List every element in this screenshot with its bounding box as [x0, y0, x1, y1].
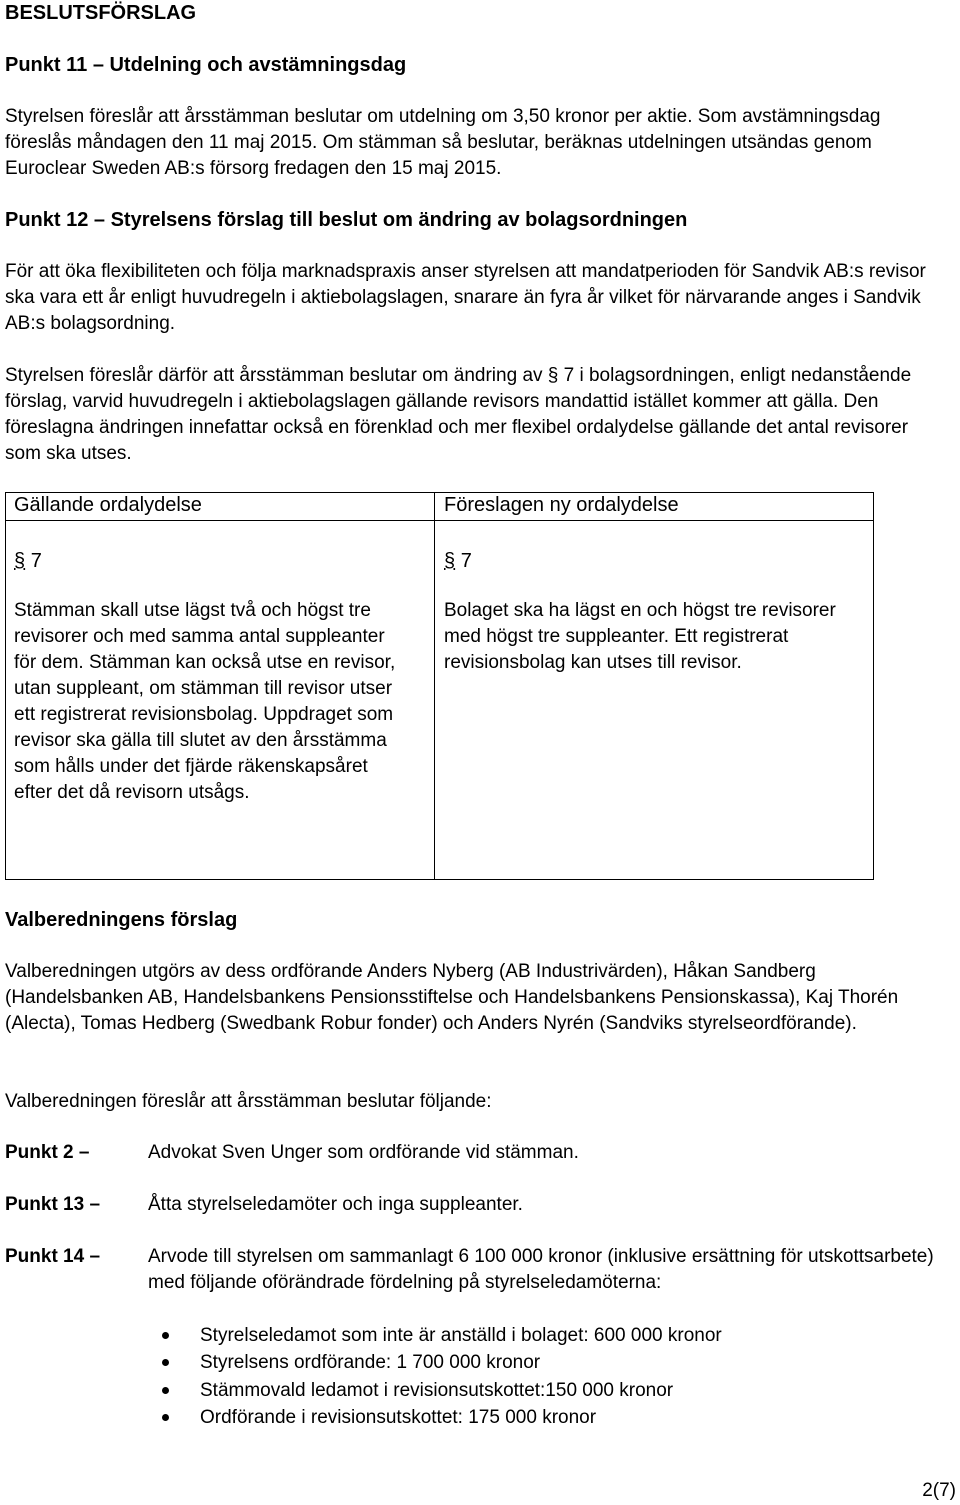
proposed-section-heading: § 7: [444, 550, 472, 572]
proposed-wording-text: Bolaget ska ha lägst en och högst tre revisorer med högst tre suppleanter. Ett registrerat revisionsbolag kan utses till revisor.: [444, 600, 836, 673]
document-title: BESLUTSFÖRSLAG: [5, 2, 197, 24]
proposal-text: Arvode till styrelsen om sammanlagt 6 100 000 kronor (inklusive ersättning för utskottsarbete) med följande oförändrade fördelning på styrelseledamöterna:: [148, 1246, 934, 1293]
bullet-icon: [162, 1387, 169, 1394]
bullet-icon: [162, 1359, 169, 1366]
p12-text-2: Styrelsen föreslår därför att årsstämman beslutar om ändring av § 7 i bolagsordningen, enligt nedanstående förslag, varvid huvudregeln i aktiebolagslagen gällande revisors mandattid istället kommer att gälla. Den föreslagna ändringen innefattar också en förenklad och mer flexibel ordalydelse gällande det antal revisorer som ska utses.: [5, 365, 912, 464]
bullet-icon: [162, 1332, 169, 1339]
p11-text: Styrelsen föreslår att årsstämman beslutar om utdelning om 3,50 kronor per aktie. Som avstämningsdag föreslås måndagen den 11 maj 2015. Om stämman så beslutar, beräknas utdelningen utsändas genom Euroclear Sweden AB:s försorg fredagen den 15 maj 2015.: [5, 106, 881, 179]
proposed-wording-header: Föreslagen ny ordalydelse: [444, 494, 679, 516]
page-number: 2(7): [922, 1480, 956, 1501]
fee-list-item: Styrelseledamot som inte är anställd i bolaget: 600 000 kronor: [148, 1322, 722, 1349]
p12-heading: Punkt 12 – Styrelsens förslag till beslut om ändring av bolagsordningen: [5, 209, 688, 231]
current-wording-header: Gällande ordalydelse: [14, 494, 202, 516]
valberedning-intro: Valberedningen föreslår att årsstämman beslutar följande:: [5, 1091, 492, 1112]
fee-list-item: Styrelsens ordförande: 1 700 000 kronor: [148, 1349, 722, 1376]
p11-heading: Punkt 11 – Utdelning och avstämningsdag: [5, 54, 407, 76]
fee-list: [148, 1322, 722, 1431]
valberedning-heading: Valberedningens förslag: [5, 909, 238, 931]
fee-list-item: Stämmovald ledamot i revisionsutskottet:150 000 kronor: [148, 1377, 722, 1404]
table-header-rule: [6, 520, 873, 521]
proposal-text: Advokat Sven Unger som ordförande vid stämman.: [148, 1142, 579, 1163]
fee-list-item: Ordförande i revisionsutskottet: 175 000 kronor: [148, 1404, 722, 1431]
valberedning-text: Valberedningen utgörs av dess ordförande Anders Nyberg (AB Industrivärden), Håkan Sandberg (Handelsbanken AB, Handelsbankens Pensionsstiftelse och Handelsbankens Pensionskassa), Kaj Thorén (Alecta), Tomas Hedberg (Swedbank Robur fonder) och Anders Nyrén (Sandviks styrelseordförande).: [5, 961, 899, 1034]
bullet-icon: [162, 1414, 169, 1421]
proposal-label: Punkt 14 –: [5, 1246, 101, 1267]
comparison-table: [5, 492, 874, 880]
proposal-label: Punkt 2 –: [5, 1142, 90, 1163]
table-column-divider: [434, 493, 435, 879]
current-wording-text: Stämman skall utse lägst två och högst tre revisorer och med samma antal suppleanter för dem. Stämman kan också utse en revisor, utan suppleant, om stämman till revisor utser ett registrerat revisionsbolag. Uppdraget som revisor ska gälla till slutet av den årsstämma som hålls under det fjärde räkenskapsåret efter det då revisorn utsågs.: [14, 600, 396, 803]
proposal-text: Åtta styrelseledamöter och inga suppleanter.: [148, 1194, 523, 1215]
p12-text-1: För att öka flexibiliteten och följa marknadspraxis anser styrelsen att mandatperioden för Sandvik AB:s revisor ska vara ett år enligt huvudregeln i aktiebolagslagen, snarare än fyra år vilket för närvarande anges i Sandvik AB:s bolagsordning.: [5, 261, 926, 334]
current-section-heading: § 7: [14, 550, 42, 572]
proposal-label: Punkt 13 –: [5, 1194, 101, 1215]
